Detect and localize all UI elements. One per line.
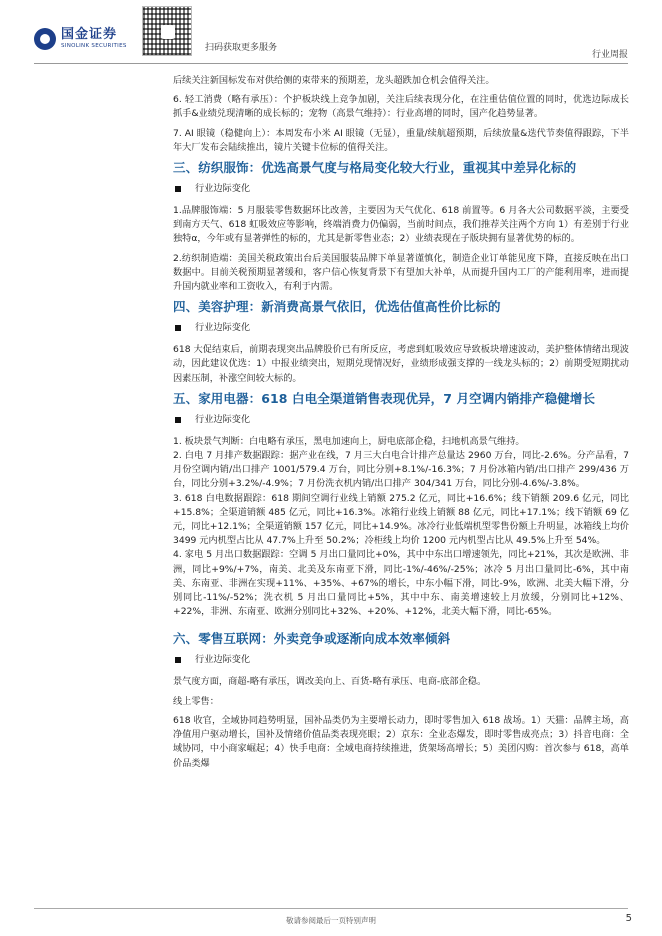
section-heading-retail: 六、零售互联网：外卖竞争或逐渐向成本效率倾斜 [173, 631, 451, 647]
company-logo [34, 28, 127, 50]
logo-en-text: SINOLINK SECURITIES [61, 43, 127, 49]
paragraph: 618 收官，全域协同趋势明显，国补品类仍为主要增长动力，即时零售加入 618 战场。1）天猫：品牌主场，高净值用户驱动增长，国补及情绪价值品类表现亮眼；2）京东：全业态爆发，即时零售成亮点；3）抖音电商：全域协同，中小商家崛起；4）快手电商：全域电商持续推进，货架场高增长；5）美团闪购：首次参与 618，高单价品类爆 [173, 714, 629, 769]
square-bullet-icon [175, 657, 181, 663]
paragraph: 1. 板块景气判断：白电略有承压，黑电加速向上，厨电底部企稳，扫地机高景气维持。 [173, 435, 525, 447]
subsection-label: 行业边际变化 [173, 182, 629, 196]
square-bullet-icon [175, 325, 181, 331]
subsection-label: 行业边际变化 [173, 413, 629, 427]
section-heading-beauty: 四、美容护理：新消费高景气依旧，优选估值高性价比标的 [173, 299, 501, 315]
paragraph: 2.纺织制造端：美国关税政策出台后美国服装品牌下单显著谨慎化，制造企业订单能见度下降，直接反映在出口数据中。目前关税预期显著缓和，客户信心恢复背景下有望加大补单，从而提升国内工厂的产能利用率，进而提升国内就业率和工资收入，有利于内需。 [173, 252, 629, 293]
paragraph: 3. 618 白电数据跟踪：618 期间空调行业线上销额 275.2 亿元，同比+16.6%；线下销额 209.6 亿元，同比+15.8%；全渠道销额 485 亿元，同比+16.3%。冰箱行业线上销额 88 亿元，同比+17.1%；线下销额 69 亿元，同比+12.1%；全渠道销额 157 亿元，同比+14.9%。冰冷行业低端机型零售份额上升明显，冰箱线上均价 3499 元内机型占比从 47.7%上升至 50.2%；冷柜线上均价 1200 元内机型占比从 49.5%上升至 54%。 [173, 492, 629, 547]
footer-disclaimer: 敬请参阅最后一页特别声明 [286, 916, 376, 925]
paragraph: 618 大促结束后，前期表现突出品牌股价已有所反应，考虑到虹吸效应导致板块增速波动，美护整体情绪出现波动，因此建议优选：1）中报业绩突出，短期兑现情况好，业绩形成强支撑的一线龙头标的；2）前期受短期扰动因素压制，补涨空间较大标的。 [173, 344, 629, 384]
qr-code-icon [142, 6, 192, 56]
report-body [173, 74, 629, 771]
paragraph: 景气度方面，商超-略有承压，调改美向上、百货-略有承压、电商-底部企稳。 [173, 676, 487, 688]
logo-mark-icon [34, 28, 56, 50]
square-bullet-icon [175, 186, 181, 192]
page-number: 5 [625, 913, 632, 924]
paragraph: 6. 轻工消费（略有承压）：个护板块线上竞争加剧，关注后续表现分化，在注重估值位置的同时，优选边际成长抓手&业绩兑现清晰的成长标的；宠物（高景气维持）：行业高增的同时，国产化趋势显著。 [173, 94, 629, 120]
paragraph: 线上零售： [173, 695, 219, 707]
paragraph: 2. 白电 7 月排产数据跟踪：据产业在线，7 月三大白电合计排产总量达 2960 万台，同比-2.6%。分产品看，7 月份空调内销/出口排产 1001/579.4 万台，同比分别+8.1%/-16.3%；7 月份冰箱内销/出口排产 299/436 万台，同比分别+3.2%/-4.9%；7 月份洗衣机内销/出口排产 304/341 万台，同比分别-4.6%/-3.8%。 [173, 450, 629, 490]
subsection-label: 行业边际变化 [173, 653, 629, 667]
report-type-label: 行业周报 [591, 50, 628, 60]
paragraph: 7. AI 眼镜（稳健向上）：本周发布小米 AI 眼镜（无显），重量/续航超预期，后续放量&迭代节奏值得跟踪，下半年大厂发布会陆续推出，镜片关键卡位标的值得关注。 [173, 127, 629, 153]
paragraph: 后续关注新国标发布对供给侧的束带来的预期差，龙头超跌加仓机会值得关注。 [173, 75, 495, 86]
subsection-label: 行业边际变化 [173, 321, 629, 335]
logo-cn-text: 国金证券 [61, 27, 118, 42]
paragraph: 1.品牌服饰端：5 月服装零售数据环比改善，主要因为天气优化、618 前置等。6 月各大公司数据平淡，主要受到南方天气、618 虹吸效应等影响，终端消费力仍偏弱，当前时间点，我们推荐关注两个方向 1）有差别于行业独特α，今年或有显著弹性的标的，尤其是新零售业态；2）业绩表现在子版块拥有显著优势的标的。 [173, 205, 629, 245]
paragraph: 4. 家电 5 月出口数据跟踪：空调 5 月出口量同比+0%，其中中东出口增速领先，同比+21%，其次是欧洲、非洲，同比+9%/+7%，南美、北美及东南亚下滑，同比-1%/-46%/-25%；冰冷 5 月出口量同比-6%，其中南美、东南亚、非洲在实现+11%、+35%、+67%的增长，中东小幅下滑，同比-9%，欧洲、北美大幅下滑，分别同比-11%/-52%；洗衣机 5 月出口量同比+5%，其中中东、南美增速较上月放缓，分别同比+12%、+22%，非洲、东南亚、欧洲分别同比+32%、+20%、+12%，北美大幅下滑，同比-65%。 [173, 549, 629, 618]
section-heading-textile: 三、纺织服饰：优选高景气度与格局变化较大行业，重视其中差异化标的 [173, 160, 577, 176]
scan-prompt: 扫码获取更多服务 [205, 43, 278, 53]
section-heading-appliances: 五、家用电器：618 白电全渠道销售表现优异，7 月空调内销排产稳健增长 [173, 390, 596, 406]
header-divider [34, 63, 628, 64]
square-bullet-icon [175, 417, 181, 423]
footer-divider [34, 908, 628, 909]
